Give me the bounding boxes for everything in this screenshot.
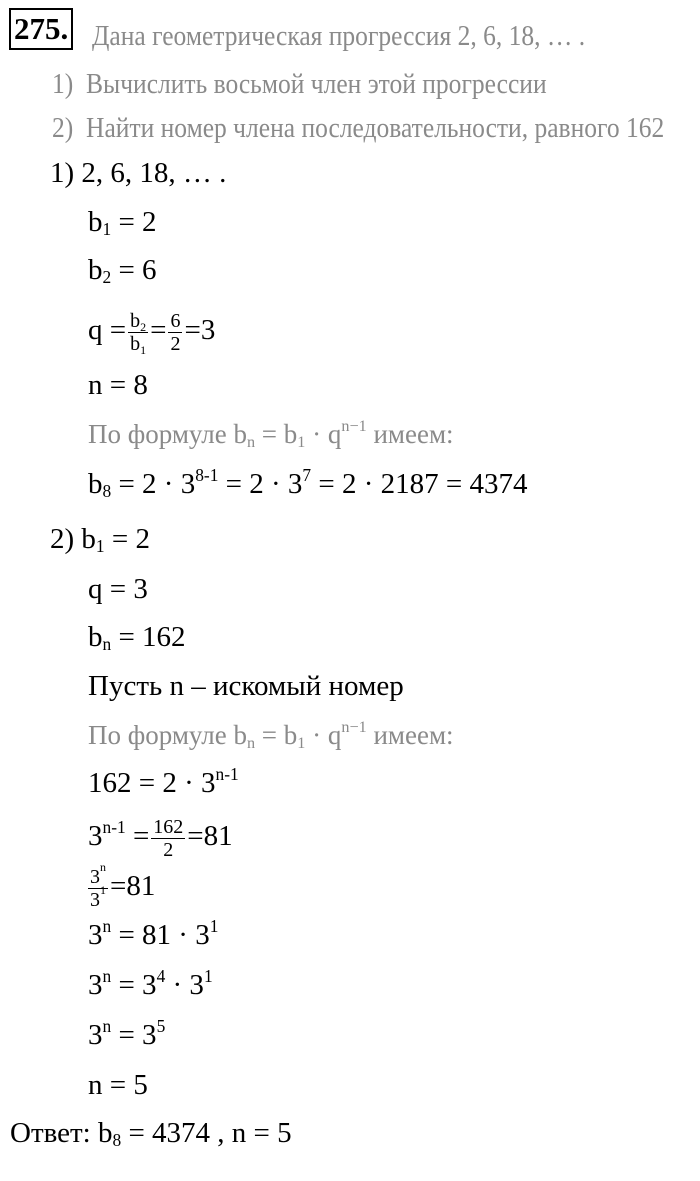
answer: Ответ: $b_8 = 4374$ , n = 5 [10,1117,292,1150]
part1-seq: 1) 2, 6, 18, … . [50,157,227,189]
task-item-1: 1) Вычислить восьмой член этой прогрессии [52,68,547,100]
part1-formula: По формуле $b_n = b_1 \cdot q^{n-1}$ имеем: [88,417,454,451]
part1-b2: $b_2 = 6$ [88,254,157,287]
part2-eq3: $\frac{3^n}{3^1}$ =81 [90,860,156,911]
part2-eq5: $3^n = 3^4 \cdot 3^1$ [88,966,213,1001]
part2-eq2: $3^{n-1}$ = $\frac{162}{2}$ =81 [88,816,233,861]
part2-bn: $b_n = 162$ [88,621,186,654]
task-item-2: 2) Найти номер члена последовательности, равного 162 [52,112,665,144]
task-statement: Дана геометрическая прогрессия 2, 6, 18, … . [92,20,586,52]
part2-eq4: $3^n = 81 \cdot 3^1$ [88,916,219,951]
part2-b1: 2) $b_1 = 2$ [50,523,150,556]
part2-formula: По формуле $b_n = b_1 \cdot q^{n-1}$ имеем: [88,718,454,752]
part1-b1: $b_1 = 2$ [88,206,157,239]
part1-q: q = $\frac{b_2}{b_1}$ = $\frac{6}{2}$ =3 [88,310,216,357]
part2-q: q = 3 [88,573,148,605]
part1-n: n = 8 [88,369,148,401]
task-number: 275. [9,8,73,50]
part2-eq6: $3^n = 3^5$ [88,1016,166,1051]
part1-b8: $b_8 = 2 \cdot 3^{8-1} = 2 \cdot 3^7 = 2 \cdot 2187 = 4374$ [88,465,528,501]
part2-let: Пусть n – искомый номер [88,670,404,702]
part2-eq1: $162 = 2 \cdot 3^{n-1}$ [88,764,239,799]
part2-n: n = 5 [88,1069,148,1101]
